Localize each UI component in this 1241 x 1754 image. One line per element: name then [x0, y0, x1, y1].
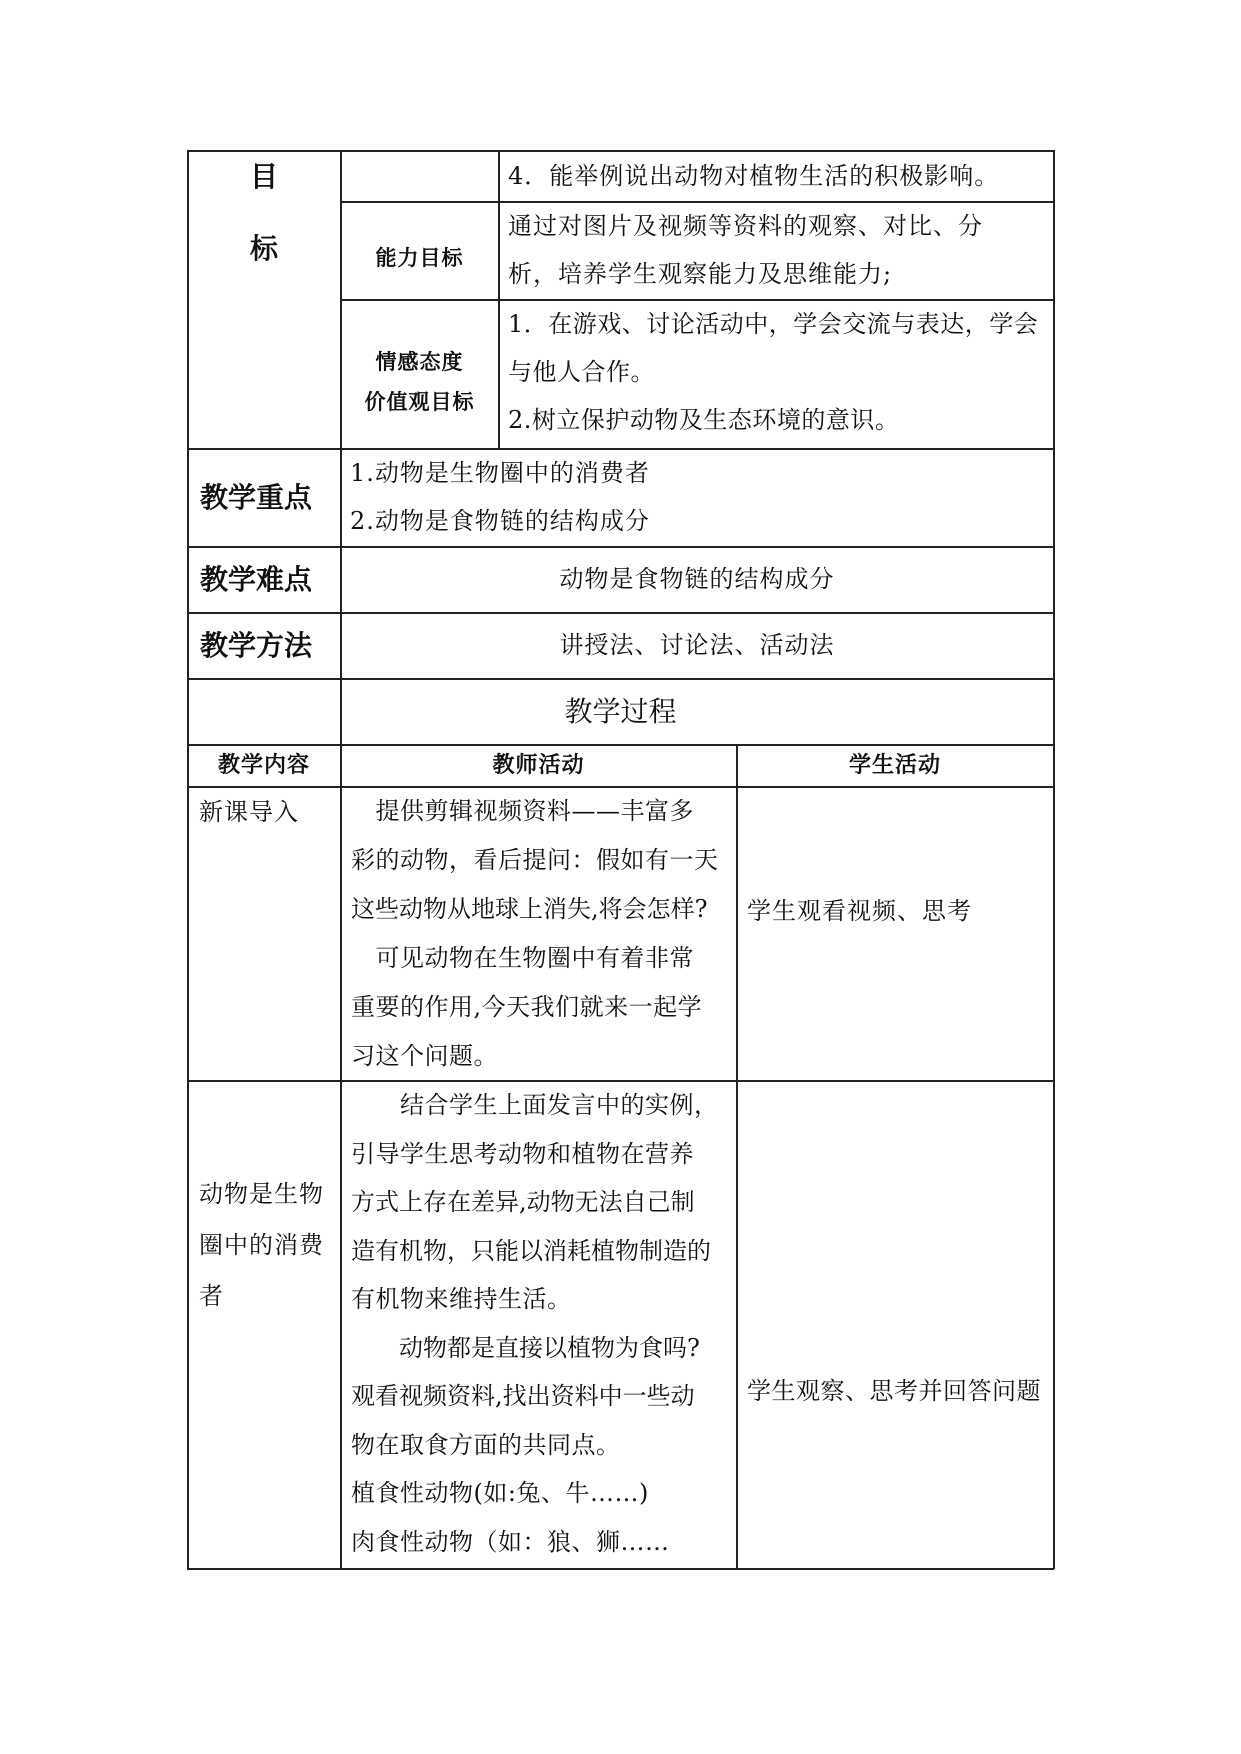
teacher-line: 彩的动物，看后提问：假如有一天 — [351, 846, 719, 874]
key-points-label-text: 教学重点 — [200, 481, 313, 514]
teacher-line: 植食性动物(如:兔、牛……) — [351, 1479, 649, 1507]
emotion-objective-line: 与他人合作。 — [508, 358, 655, 386]
key-points-label — [200, 449, 340, 546]
table-rule — [1053, 150, 1055, 1569]
row2-content-line: 圈中的消费 — [199, 1231, 324, 1259]
row2-content — [199, 1169, 339, 1319]
row2-student-text: 学生观察、思考并回答问题 — [747, 1377, 1041, 1405]
row1-content-text: 新课导入 — [199, 798, 299, 826]
header-teacher-text: 教师活动 — [492, 752, 585, 778]
process-title — [188, 679, 1053, 744]
difficulty-value-text: 动物是食物链的结构成分 — [559, 565, 835, 593]
header-content — [188, 745, 340, 786]
ability-objective-line: 析，培养学生观察能力及思维能力; — [508, 260, 893, 288]
method-value — [341, 613, 1053, 678]
objectives-label — [188, 234, 340, 264]
table-rule — [187, 150, 189, 1569]
table-rule — [187, 1568, 1054, 1570]
row2-teacher — [351, 1081, 735, 1567]
method-label — [200, 613, 340, 678]
key-points-text — [350, 449, 1050, 546]
teacher-line: 方式上存在差异,动物无法自己制 — [351, 1188, 695, 1216]
table-rule — [340, 744, 342, 1569]
teacher-line: 可见动物在生物圈中有着非常 — [351, 944, 694, 972]
teacher-line: 结合学生上面发言中的实例， — [351, 1091, 719, 1119]
difficulty-label-text: 教学难点 — [200, 563, 313, 596]
emotion-objective-label-line: 价值观目标 — [364, 389, 475, 414]
objectives-label — [188, 162, 340, 192]
key-point-line: 2.动物是食物链的结构成分 — [350, 507, 650, 535]
emotion-objective-label — [341, 342, 498, 422]
row1-student — [747, 886, 1047, 936]
row2-content-line: 动物是生物 — [199, 1180, 324, 1208]
teacher-line: 提供剪辑视频资料——丰富多 — [351, 797, 694, 825]
row1-teacher — [351, 787, 735, 1079]
teacher-line: 观看视频资料,找出资料中一些动 — [351, 1382, 695, 1410]
teacher-line: 有机物来维持生活。 — [351, 1285, 572, 1313]
header-content-text: 教学内容 — [217, 752, 310, 778]
key-point-line: 1.动物是生物圈中的消费者 — [350, 459, 650, 487]
teacher-line: 肉食性动物（如：狼、狮…… — [351, 1527, 670, 1556]
teacher-line: 造有机物，只能以消耗植物制造的 — [351, 1236, 711, 1265]
objectives-label-char-1: 目 — [249, 162, 278, 192]
table-rule — [498, 150, 500, 449]
row1-student-text: 学生观看视频、思考 — [747, 897, 972, 925]
method-value-text: 讲授法、讨论法、活动法 — [559, 631, 835, 659]
header-student-text: 学生活动 — [848, 752, 941, 778]
emotion-objective-line: 2.树立保护动物及生态环境的意识。 — [508, 406, 900, 434]
method-label-text: 教学方法 — [200, 629, 313, 662]
header-teacher — [341, 745, 736, 786]
difficulty-label — [200, 547, 340, 612]
teacher-line: 这些动物从地球上消失,将会怎样? — [351, 895, 708, 923]
emotion-objective-line: 1．在游戏、讨论活动中，学会交流与表达，学会 — [508, 310, 1039, 338]
knowledge-objective-item — [508, 151, 1052, 201]
emotion-objective-text — [508, 300, 1053, 448]
teacher-line: 重要的作用,今天我们就来一起学 — [351, 993, 703, 1021]
process-title-text: 教学过程 — [564, 695, 677, 728]
teacher-line: 动物都是直接以植物为食吗? — [351, 1333, 700, 1362]
ability-objective-text — [508, 202, 1052, 299]
row1-content — [199, 787, 339, 837]
teacher-line: 物在取食方面的共同点。 — [351, 1430, 621, 1459]
row2-content-line: 者 — [199, 1282, 224, 1310]
header-student — [737, 745, 1053, 786]
difficulty-value — [341, 547, 1053, 612]
teacher-line: 习这个问题。 — [351, 1042, 498, 1070]
ability-objective-label-text: 能力目标 — [375, 245, 464, 270]
ability-objective-label — [341, 238, 498, 278]
objectives-label-char-2: 标 — [249, 234, 278, 264]
emotion-objective-label-line: 情感态度 — [375, 349, 464, 374]
ability-objective-line: 通过对图片及视频等资料的观察、对比、分 — [508, 212, 983, 240]
teacher-line: 引导学生思考动物和植物在营养 — [351, 1139, 694, 1168]
row2-student — [747, 1366, 1052, 1416]
table-rule — [736, 744, 738, 1569]
knowledge-objective-text: 4．能举例说出动物对植物生活的积极影响。 — [508, 162, 1000, 190]
